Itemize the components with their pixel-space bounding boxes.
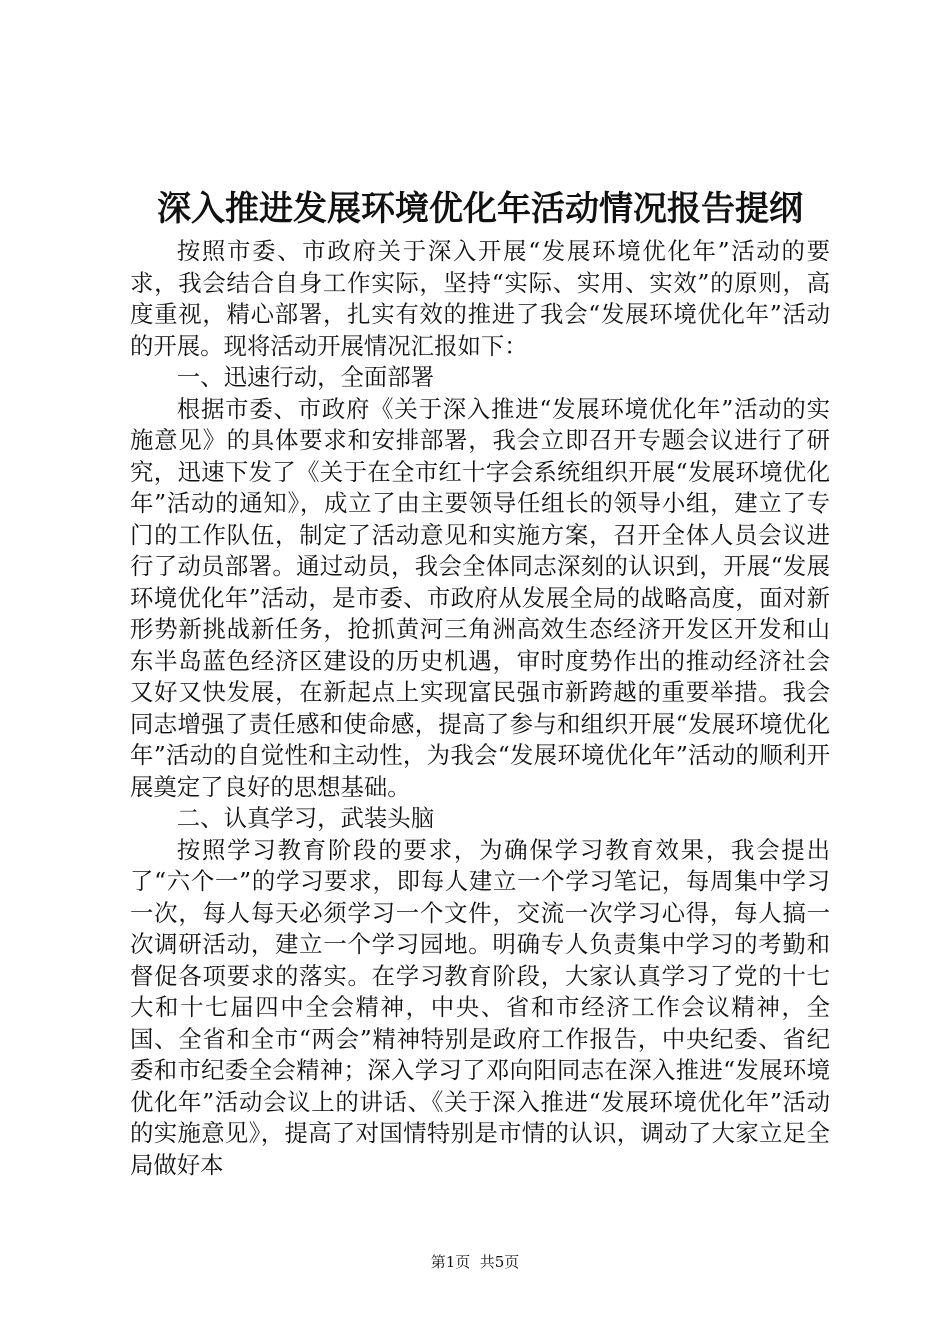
paragraph-section-1: 根据市委、市政府《关于深入推进“发展环境优化年”活动的实施意见》的具体要求和安排部署，我会立即召开专题会议进行了研究，迅速下发了《关于在全市红十字会系统组织开展“发展环境优化年”活动的通知》，成立了由主要领导任组长的领导小组，建立了专门的工作队伍，制定了活动意见和实施方案，召开全体人员会议进行了动员部署。通过动员，我会全体同志深刻的认识到，开展“发展环境优化年”活动，是市委、市政府从发展全局的战略高度，面对新形势新挑战新任务，抢抓黄河三角洲高效生态经济开发区开发和山东半岛蓝色经济区建设的历史机遇，审时度势作出的推动经济社会又好又快发展，在新起点上实现富民强市新跨越的重要举措。我会同志增强了责任感和使命感，提高了参与和组织开展“发展环境优化年”活动的自觉性和主动性，为我会“发展环境优化年”活动的顺利开展奠定了良好的思想基础。 <box>130 394 830 801</box>
page-number-footer: 第1页 共5页 <box>430 1253 520 1271</box>
paragraph-section-2: 按照学习教育阶段的要求，为确保学习教育效果，我会提出了“六个一”的学习要求，即每人建立一个学习笔记，每周集中学习一次，每人每天必须学习一个文件，交流一次学习心得，每人搞一次调研活动，建立一个学习园地。明确专人负责集中学习的考勤和督促各项要求的落实。在学习教育阶段，大家认真学习了党的十七大和十七届四中全会精神，中央、省和市经济工作会议精神，全国、全省和全市“两会”精神特别是政府工作报告，中央纪委、省纪委和市纪委全会精神；深入学习了邓向阳同志在深入推进“发展环境优化年”活动会议上的讲话、《关于深入推进“发展环境优化年”活动的实施意见》，提高了对国情特别是市情的认识，调动了大家立足全局做好本 <box>130 835 830 1179</box>
section-heading-2: 二、认真学习，武装头脑 <box>176 804 435 832</box>
paragraph-intro: 按照市委、市政府关于深入开展“发展环境优化年”活动的要求，我会结合自身工作实际，坚持“实际、实用、实效”的原则，高度重视，精心部署，扎实有效的推进了我会“发展环境优化年”活动的开展。现将活动开展情况汇报如下： <box>130 237 830 360</box>
section-heading-1: 一、迅速行动，全面部署 <box>176 363 435 391</box>
document-title: 深入推进发展环境优化年活动情况报告提纲 <box>157 189 803 229</box>
document-body <box>130 236 830 1181</box>
